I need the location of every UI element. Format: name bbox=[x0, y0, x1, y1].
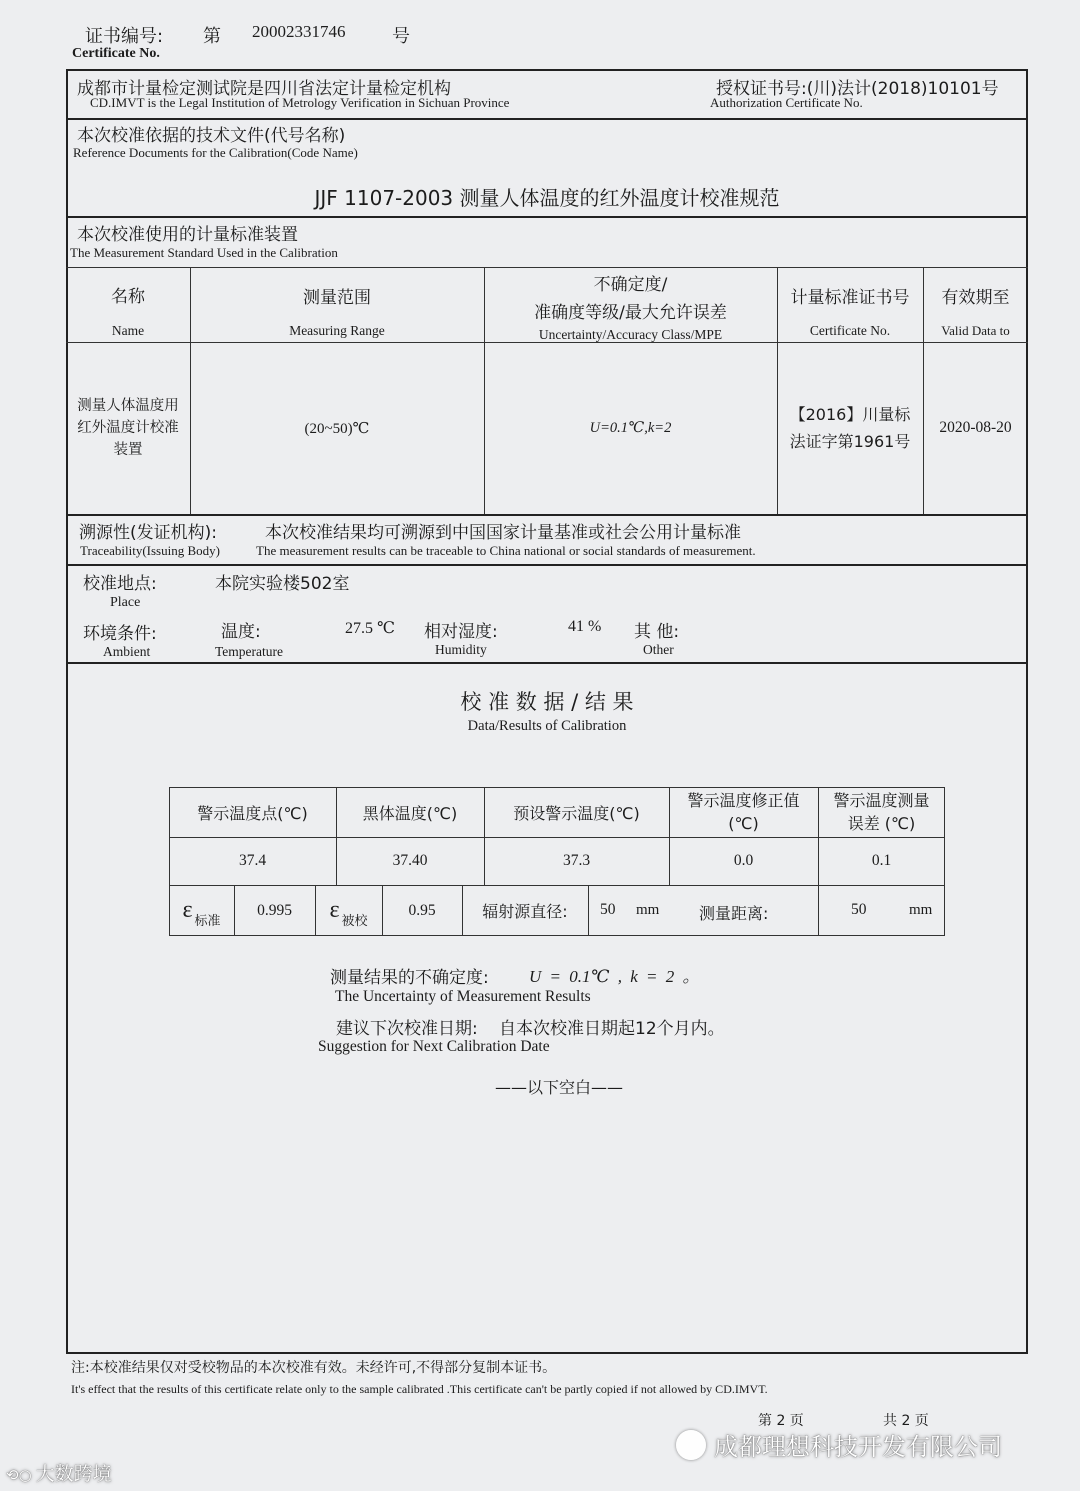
other-label-en: Other bbox=[643, 642, 674, 657]
institute-name-en: CD.IMVT is the Legal Institution of Metrology Verification in Sichuan Province bbox=[90, 95, 510, 110]
header-line: 警示温度测量 bbox=[833, 791, 930, 810]
standard-certificate-line: 法证字第1961号 bbox=[789, 432, 911, 451]
next-calibration-value: 自本次校准日期起12个月内。 bbox=[499, 1019, 725, 1039]
epsilon-calibrated-label bbox=[315, 885, 382, 936]
header-en: Measuring Range bbox=[289, 323, 385, 338]
results-header-alert-point: 警示温度点(℃) bbox=[197, 803, 308, 823]
epsilon-symbol: ε bbox=[182, 897, 193, 923]
column-header-certificate bbox=[777, 283, 923, 339]
divider bbox=[66, 118, 1028, 120]
standard-uncertainty: U=0.1℃,k=2 bbox=[589, 419, 672, 436]
results-title-en: Data/Results of Calibration bbox=[467, 718, 627, 734]
footnote-cn: 注:本校准结果仅对受校物品的本次校准有效。未经许可,不得部分复制本证书。 bbox=[71, 1360, 557, 1376]
reference-title-en: Reference Documents for the Calibration(Code Name) bbox=[73, 145, 358, 160]
temperature-label: 温度: bbox=[221, 622, 261, 642]
header-line: 警示温度修正值 bbox=[687, 791, 800, 810]
header-cn: 有效期至 bbox=[941, 288, 1010, 308]
header-cn: 名称 bbox=[111, 287, 145, 307]
divider bbox=[66, 514, 1028, 516]
source-diameter-unit: mm bbox=[636, 902, 660, 918]
standard-name-line: 测量人体温度用 bbox=[77, 398, 179, 414]
standard-name bbox=[66, 342, 190, 514]
traceability-label: 溯源性(发证机构): bbox=[79, 523, 217, 543]
standard-name-line: 红外温度计校准 bbox=[77, 420, 179, 436]
wechat-icon bbox=[676, 1430, 706, 1460]
other-label: 其 他: bbox=[634, 622, 680, 642]
authorization-label-en: Authorization Certificate No. bbox=[710, 95, 863, 110]
reference-document: JJF 1107-2003 测量人体温度的红外温度计校准规范 bbox=[314, 186, 780, 210]
certificate-suffix: 号 bbox=[392, 26, 410, 47]
traceability-label-en: Traceability(Issuing Body) bbox=[80, 543, 220, 558]
column-header-valid bbox=[923, 283, 1028, 339]
page-total: 共 2 页 bbox=[883, 1413, 929, 1429]
header-en: Certificate No. bbox=[809, 323, 891, 338]
results-value-error: 0.1 bbox=[871, 852, 892, 869]
divider bbox=[66, 662, 1028, 664]
source-diameter-value: 50 bbox=[600, 901, 616, 918]
watermark-right bbox=[676, 1427, 1002, 1463]
temperature-value: 27.5 ℃ bbox=[345, 620, 395, 637]
standard-certificate-line: 【2016】川量标 bbox=[789, 405, 911, 424]
ambient-label: 环境条件: bbox=[83, 624, 157, 644]
authorization-number: 授权证书号:(川)法计(2018)10101号 bbox=[716, 79, 999, 99]
header-en: Uncertainty/Accuracy Class/MPE bbox=[538, 327, 723, 342]
divider bbox=[66, 564, 1028, 566]
watermark-right-text: 成都理想科技开发有限公司 bbox=[714, 1433, 1002, 1461]
watermark-left bbox=[6, 1459, 112, 1486]
watermark-left-text: 大数跨境 bbox=[35, 1463, 112, 1485]
ambient-label-en: Ambient bbox=[103, 644, 151, 659]
epsilon-standard-value: 0.995 bbox=[257, 901, 292, 919]
next-calibration-label-en: Suggestion for Next Calibration Date bbox=[318, 1038, 550, 1055]
standard-certificate bbox=[777, 342, 923, 514]
place-value: 本院实验楼502室 bbox=[215, 574, 350, 594]
certificate-prefix: 第 bbox=[203, 26, 221, 47]
standard-title: 本次校准使用的计量标准装置 bbox=[77, 225, 298, 245]
results-title: 校 准 数 据 / 结 果 bbox=[460, 690, 634, 714]
page-current: 第 2 页 bbox=[758, 1413, 804, 1429]
next-calibration-label: 建议下次校准日期: bbox=[336, 1019, 478, 1039]
place-label: 校准地点: bbox=[83, 574, 157, 594]
header-cn: 不确定度/ bbox=[593, 275, 668, 295]
source-diameter-label: 辐射源直径: bbox=[482, 902, 568, 921]
reference-title: 本次校准依据的技术文件(代号名称) bbox=[77, 126, 346, 146]
certificate-label-en: Certificate No. bbox=[72, 46, 160, 61]
results-value-preset: 37.3 bbox=[562, 852, 591, 869]
header-line: 误差 (℃) bbox=[847, 814, 916, 833]
watermark-logo-icon: ⟲○ bbox=[6, 1466, 32, 1484]
standard-title-en: The Measurement Standard Used in the Calibration bbox=[70, 245, 338, 260]
standard-valid-date: 2020-08-20 bbox=[939, 419, 1012, 436]
standard-name-line: 装置 bbox=[113, 442, 143, 458]
results-header-error bbox=[818, 787, 945, 837]
traceability-text-en: The measurement results can be traceable to China national or social standards of measurement. bbox=[256, 543, 756, 558]
divider bbox=[66, 216, 1028, 218]
results-header-blackbody: 黑体温度(℃) bbox=[362, 803, 458, 823]
column-header-uncertainty bbox=[484, 270, 777, 343]
header-en: Valid Data to bbox=[941, 323, 1010, 338]
footnote-en: It's effect that the results of this certificate relate only to the sample calibrated .This certificate can't be partly copied if not allowed by CD.IMVT. bbox=[71, 1382, 768, 1396]
header-cn: 测量范围 bbox=[303, 288, 371, 308]
institute-name: 成都市计量检定测试院是四川省法定计量检定机构 bbox=[77, 79, 451, 99]
place-label-en: Place bbox=[110, 595, 141, 610]
results-value-alert-point: 37.4 bbox=[238, 852, 267, 869]
epsilon-calibrated-value: 0.95 bbox=[408, 901, 436, 919]
header-cn-2: 准确度等级/最大允许误差 bbox=[534, 303, 727, 323]
header-en: Name bbox=[111, 323, 145, 338]
distance-label: 测量距离: bbox=[699, 904, 769, 923]
standard-range: (20~50)℃ bbox=[304, 420, 370, 437]
column-header-range bbox=[190, 283, 484, 339]
uncertainty-label-en: The Uncertainty of Measurement Results bbox=[335, 988, 591, 1005]
epsilon-subscript: 被校 bbox=[341, 914, 368, 929]
distance-value: 50 bbox=[851, 901, 867, 918]
header-cn: 计量标准证书号 bbox=[790, 288, 910, 308]
column-header-name bbox=[66, 282, 190, 339]
certificate-label: 证书编号: bbox=[85, 26, 164, 47]
table-rule bbox=[66, 267, 1028, 268]
blank-note: ——以下空白—— bbox=[495, 1078, 624, 1097]
humidity-label: 相对湿度: bbox=[424, 622, 498, 642]
traceability-text: 本次校准结果均可溯源到中国国家计量基准或社会公用计量标准 bbox=[265, 523, 741, 543]
uncertainty-value: U = 0.1℃ , k = 2 。 bbox=[529, 967, 700, 986]
results-value-blackbody: 37.40 bbox=[392, 852, 428, 869]
humidity-value: 41 % bbox=[568, 618, 602, 635]
epsilon-subscript: 标准 bbox=[194, 914, 221, 929]
certificate-number: 20002331746 bbox=[252, 22, 346, 41]
results-value-correction: 0.0 bbox=[733, 852, 754, 869]
distance-unit: mm bbox=[909, 902, 933, 918]
header-line: (℃) bbox=[728, 814, 759, 833]
epsilon-symbol: ε bbox=[329, 897, 340, 923]
table-rule bbox=[588, 885, 589, 936]
results-header-correction bbox=[669, 787, 818, 837]
uncertainty-label: 测量结果的不确定度: bbox=[330, 968, 489, 988]
humidity-label-en: Humidity bbox=[435, 642, 487, 657]
temperature-label-en: Temperature bbox=[215, 644, 284, 659]
epsilon-standard-label bbox=[169, 885, 234, 936]
results-header-preset: 预设警示温度(℃) bbox=[513, 803, 640, 823]
